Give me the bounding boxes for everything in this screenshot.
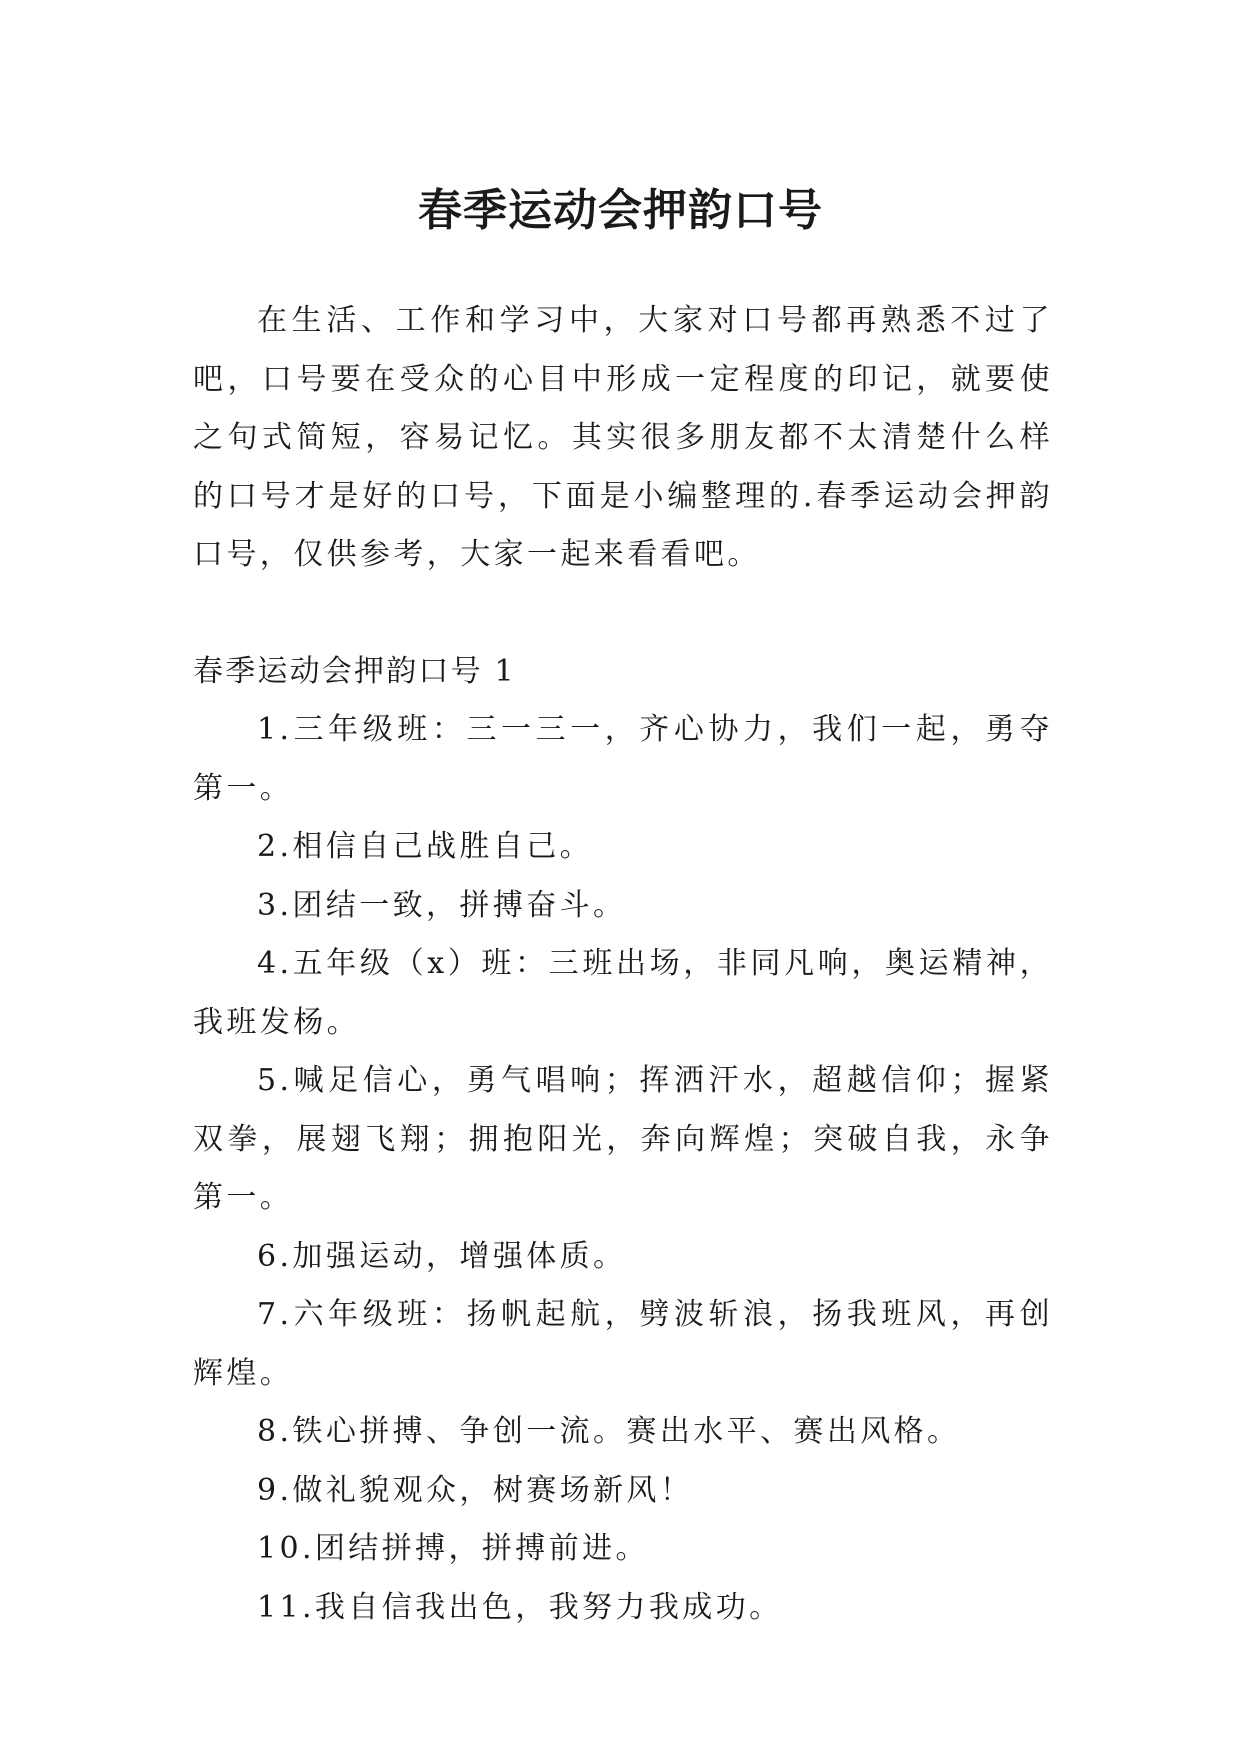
slogan-item-4: 4.五年级（x）班：三班出场，非同凡响，奥运精神，我班发杨。 [193,946,1053,1040]
document-title: 春季运动会押韵口号 [418,185,823,237]
intro-paragraph: 在生活、工作和学习中，大家对口号都再熟悉不过了吧，口号要在受众的心目中形成一定程度的印记，就要使之句式简短，容易记忆。其实很多朋友都不太清楚什么样的口号才是好的口号，下面是小编整理的.春季运动会押韵口号，仅供参考，大家一起来看看吧。 [193,303,1053,572]
slogan-item-8: 8.铁心拼搏、争创一流。赛出水平、赛出风格。 [257,1414,961,1449]
slogan-item-2: 2.相信自己战胜自己。 [257,829,594,864]
section-heading: 春季运动会押韵口号 1 [193,653,516,689]
slogan-item-5: 5.喊足信心，勇气唱响；挥洒汗水，超越信仰；握紧双拳，展翅飞翔；拥抱阳光，奔向辉煌；突破自我，永争第一。 [193,1063,1053,1215]
slogan-item-11: 11.我自信我出色，我努力我成功。 [257,1589,783,1625]
slogan-item-10: 10.团结拼搏，拼搏前进。 [257,1531,649,1566]
slogan-item-6: 6.加强运动，增强体质。 [257,1238,627,1274]
slogan-item-1: 1.三年级班：三一三一，齐心协力，我们一起，勇夺第一。 [193,712,1053,806]
document-body [193,292,1053,1637]
slogan-item-7: 7.六年级班：扬帆起航，劈波斩浪，扬我班风，再创辉煌。 [193,1297,1053,1391]
slogan-item-9: 9.做礼貌观众，树赛场新风！ [257,1472,694,1508]
slogan-item-3: 3.团结一致，拼搏奋斗。 [257,887,627,923]
